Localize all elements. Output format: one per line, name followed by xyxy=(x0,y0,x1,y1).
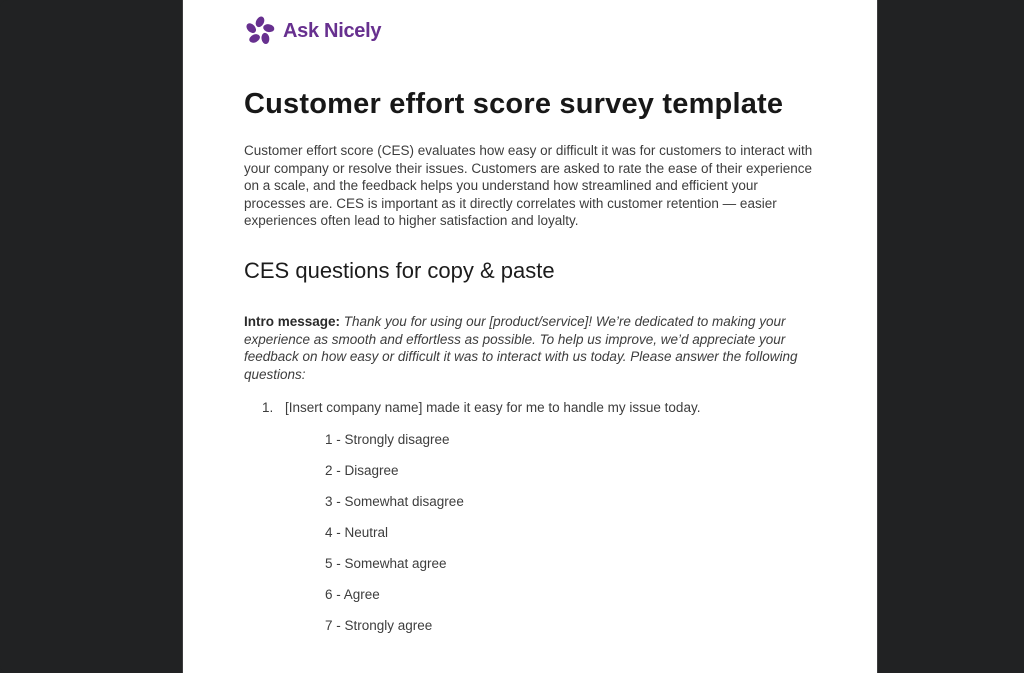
scale-option: 7 - Strongly agree xyxy=(325,617,433,633)
intro-message-label: Intro message: xyxy=(244,313,341,329)
description-paragraph: Customer effort score (CES) evaluates how easy or difficult it was for customers to interact with your company or resolve their issues. Customers are asked to rate the ease of their experience on a scale, and the feedback helps you understand how streamlined and efficient your processes are. CES is important as it directly correlates with customer retention — easier experiences often lead to higher satisfaction and loyalty. xyxy=(244,143,813,229)
scale-option: 1 - Strongly disagree xyxy=(325,431,450,447)
scale-option: 5 - Somewhat agree xyxy=(325,555,447,571)
scale-option: 3 - Somewhat disagree xyxy=(325,493,464,509)
flower-icon xyxy=(244,15,276,47)
scale-option: 2 - Disagree xyxy=(325,462,399,478)
question-item xyxy=(262,399,817,417)
brand-logo xyxy=(244,14,817,48)
scale-option: 4 - Neutral xyxy=(325,524,389,540)
section-heading: CES questions for copy & paste xyxy=(244,257,555,283)
intro-message xyxy=(244,313,817,383)
scale-option: 6 - Agree xyxy=(325,586,380,602)
scale-option-list xyxy=(325,431,817,634)
page-title: Customer effort score survey template xyxy=(244,88,784,120)
intro-message-text: Thank you for using our [product/service]! We’re dedicated to making your experience as smooth and effortless as possible. To help us improve, we’d appreciate your feedback on how easy or difficult it was to interact with us today. Please answer the following questions: xyxy=(244,313,798,382)
question-text: [Insert company name] made it easy for me to handle my issue today. xyxy=(285,400,701,416)
question-number: 1. xyxy=(262,400,274,416)
document-page xyxy=(183,0,877,673)
brand-wordmark: Ask Nicely xyxy=(283,19,382,42)
